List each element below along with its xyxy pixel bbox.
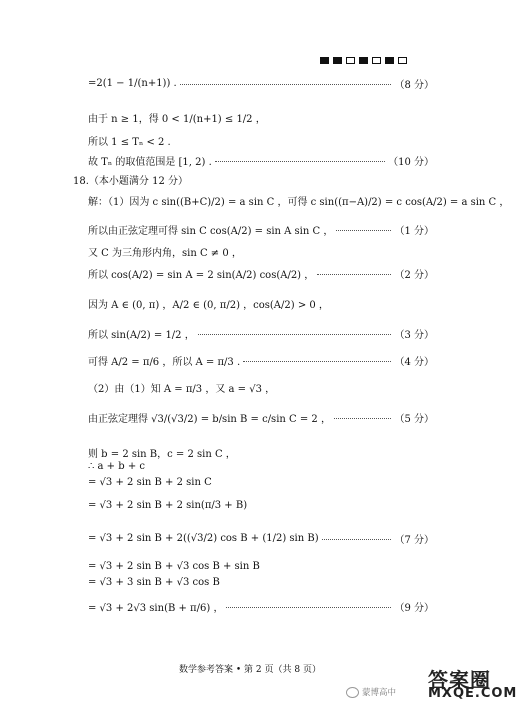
dot-leader [322,539,392,540]
solution-line [88,410,434,425]
solution-line-text: = √3 + 2 sin B + 2 sin(π/3 + B) [88,500,248,511]
solution-line [88,193,510,208]
solution-line [88,244,434,259]
solution-line-text: 则 b = 2 sin B，c = 2 sin C ， [88,449,236,460]
solution-line-text: 由正弦定理得 √3/(√3/2) = b/sin B = c/sin C = 2 ， [88,414,331,425]
solution-line [88,296,434,311]
solution-line-text: = √3 + 2√3 sin(B + π/6) ， [88,603,224,614]
solution-line [88,353,434,368]
logo-bottom-text: MXQE.COM [428,686,517,701]
score-label: （9 分） [394,603,434,614]
solution-line [88,380,434,395]
solution-line-text: 解：（1）因为 c sin((B+C)/2) = a sin C ，可得 c sin((π−A)/2) = c cos(A/2) = a sin C ， [88,197,510,208]
solution-line [88,222,434,237]
score-label: （7 分） [394,535,434,546]
solution-line [73,172,434,187]
solution-line [88,153,434,168]
solution-line [88,110,434,125]
wechat-icon [346,687,359,698]
header-square-filled [320,57,329,64]
solution-line-text: =2(1 − 1/(n+1)) . [88,78,177,89]
header-square-filled [359,57,368,64]
solution-line-text: 所以 1 ≤ Tₙ < 2 . [88,137,171,148]
solution-line-text: 又 C 为三角形内角，sin C ≠ 0 ， [88,248,242,259]
solution-line [88,477,434,488]
score-label: （5 分） [394,414,434,425]
solution-line [88,326,434,341]
header-marker-squares [320,57,407,64]
solution-line-text: ∴ a + b + c [88,461,145,472]
wechat-watermark [346,686,396,698]
dot-leader [198,334,392,335]
solution-line-text: 可得 A/2 = π/6 ，所以 A = π/3 . [88,357,241,368]
solution-line [88,76,434,91]
dot-leader [334,418,392,419]
solution-line-text: 由于 n ≥ 1，得 0 < 1/(n+1) ≤ 1/2 ， [88,114,266,125]
solution-line-text: 所以由正弦定理可得 sin C cos(A/2) = sin A sin C ， [88,226,334,237]
solution-line-text: 所以 cos(A/2) = sin A = 2 sin(A/2) cos(A/2) ， [88,270,315,281]
solution-line-text: 因为 A ∈ (0, π) ，A/2 ∈ (0, π/2) ，cos(A/2) > 0 ， [88,300,329,311]
solution-line-text: = √3 + 2 sin B + 2((√3/2) cos B + (1/2) sin B) [88,533,319,544]
dot-leader [180,84,392,85]
solution-line-text: （2）由（1）知 A = π/3 ，又 a = √3 ， [88,384,276,395]
header-square-filled [333,57,342,64]
solution-line-text: 所以 sin(A/2) = 1/2 ， [88,330,195,341]
dot-leader [226,607,391,608]
solution-line [88,531,434,546]
solution-line [88,577,434,588]
solution-line [88,133,434,148]
score-label: （10 分） [388,157,434,168]
header-square-filled [385,57,394,64]
page-footer: 数学参考答案 • 第 2 页（共 8 页） [179,665,321,675]
solution-line [88,266,434,281]
solution-line [88,561,434,572]
site-logo-watermark [426,664,517,704]
solution-line-text: = √3 + 2 sin B + 2 sin C [88,477,212,488]
solution-line [88,599,434,614]
dot-leader [336,230,391,231]
solution-line [88,500,434,511]
solution-line-text: 故 Tₙ 的取值范围是 [1, 2) . [88,157,212,168]
solution-line-text: = √3 + 2 sin B + √3 cos B + sin B [88,561,260,572]
dot-leader [243,361,391,362]
solution-line-text: = √3 + 3 sin B + √3 cos B [88,577,220,588]
solution-line [88,445,434,460]
watermark-text: 蒙博高中 [362,688,397,698]
dot-leader [317,274,391,275]
header-square-empty [346,57,355,64]
logo-top-text: 答案圈 [428,668,491,692]
header-square-empty [372,57,381,64]
score-label: （3 分） [394,330,434,341]
score-label: （1 分） [394,226,434,237]
score-label: （8 分） [394,80,434,91]
dot-leader [215,161,385,162]
solution-line-text: 18.（本小题满分 12 分） [73,176,188,187]
solution-line [88,461,434,472]
score-label: （4 分） [394,357,434,368]
header-square-empty [398,57,407,64]
score-label: （2 分） [394,270,434,281]
